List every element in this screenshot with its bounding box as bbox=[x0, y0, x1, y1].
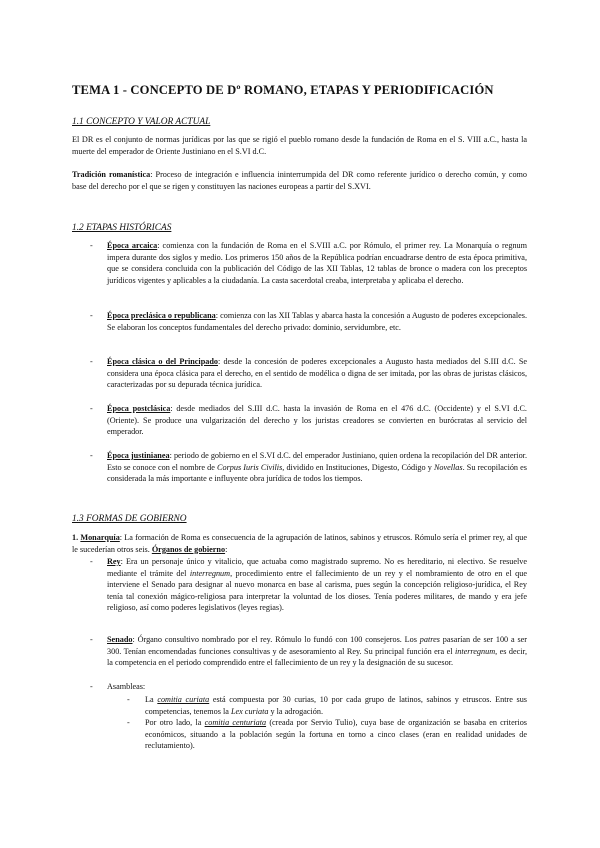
comitia-centuriata-text-b: (creada por Servio Tulio), cuya base de organización se basaba en criterios económicos, situando a la población según la fortuna en torno a cinco clases (eran en realidad unidades de reclutamiento). bbox=[145, 718, 527, 751]
paragraph-definicion: El DR es el conjunto de normas jurídicas por las que se rigió el pueblo romano desde la fundación de Roma en el S. VIII a.C., hasta la muerte del emperador de Oriente Justiniano en el S.VI d.C. bbox=[72, 135, 527, 156]
term-epoca-postclasica: Época postclásica bbox=[107, 404, 171, 413]
bullet-dash: - bbox=[90, 311, 93, 320]
tradicion-text: : Proceso de integración e influencia ininterrumpida del DR como referente jurídico o derecho común, y como base del derecho por el que se rigen y constituyen las naciones europeas a partir del S.XVI. bbox=[72, 170, 527, 191]
term-epoca-preclasica: Época preclásica o republicana bbox=[107, 311, 216, 320]
list-item bbox=[90, 634, 527, 669]
monarquia-intro: : La formación de Roma es consecuencia de la agrupación de latinos, sabinos y etruscos. Rómulo sería el primer rey, al que le sucederían otros seis. bbox=[72, 533, 527, 554]
section-heading-formas-gobierno: 1.3 FORMAS DE GOBIERNO bbox=[72, 514, 187, 524]
justinianea-text-a: : periodo de gobierno en el S.VI d.C. del emperador Justiniano, quien ordena la recopilación del DR anterior. Esto se conoce con el nombre de bbox=[107, 451, 527, 472]
comitia-centuriata-text-a: Por otro lado, la bbox=[145, 718, 205, 727]
patres: patres bbox=[419, 635, 440, 644]
term-monarquia: Monarquía bbox=[80, 533, 120, 542]
interregnum: interregnum bbox=[189, 568, 231, 578]
bullet-dash: - bbox=[127, 718, 130, 727]
bullet-dash: - bbox=[90, 241, 93, 250]
term-epoca-arcaica: Época arcaica bbox=[107, 241, 158, 250]
section-heading-concepto: 1.1 CONCEPTO Y VALOR ACTUAL bbox=[72, 117, 211, 127]
comitia-curiata-text-b: está compuesta por 30 curias, 10 por cada grupo de latinos, sabinos y etruscos. Entre sus competencias, tenemos la bbox=[145, 695, 527, 716]
epoca-postclasica-text: : desde mediados del S.III d.C. hasta la invasión de Roma en el 476 d.C. (Occidente) y el S.VI d.C. (Oriente). Se produce una vulgarización del derecho y los juristas creadores se convierten en burócratas al servicio del emperador. bbox=[107, 404, 527, 437]
sub-list-item bbox=[127, 717, 527, 752]
interregnum: interregnum bbox=[454, 646, 496, 656]
epoca-clasica-text: : desde la concesión de poderes excepcionales a Augusto hasta mediados del S.III d.C. Se considera una época clásica para el derecho, en el sentido de modélica o digna de ser imitada, por las obras de juristas clásicos, caracterizadas por su depurada técnica jurídica. bbox=[107, 357, 528, 390]
corpus-iuris-civilis: Corpus Iuris Civilis bbox=[217, 462, 283, 472]
term-epoca-clasica: Época clásica o del Principado bbox=[107, 357, 218, 366]
list-item bbox=[90, 240, 527, 286]
term-rey: Rey bbox=[107, 557, 121, 566]
organos-colon: : bbox=[225, 544, 228, 554]
rey-text-b: , procedimiento entre el fallecimiento de un rey y el nombramiento de otro en el que interviene el Senado para designar al nuevo monarca en base al carisma, pues según la concepción religioso-jurídica, el Rey tenía tal conexión mágico-religiosa para interpretar la voluntad de los dioses. Tenía poderes militares, de mando y era jefe religioso, así como poderes legislativos (leyes regias). bbox=[107, 568, 527, 613]
item-number: 1. bbox=[72, 533, 81, 542]
page-title: TEMA 1 - CONCEPTO DE Dº ROMANO, ETAPAS Y PERIODIFICACIÓN bbox=[72, 83, 494, 97]
list-item bbox=[90, 403, 527, 438]
list-item bbox=[90, 450, 527, 485]
bullet-dash: - bbox=[90, 404, 93, 413]
bullet-dash: - bbox=[90, 635, 93, 644]
bullet-dash: - bbox=[90, 682, 93, 691]
epoca-arcaica-text: : comienza con la fundación de Roma en el S.VIII a.C. por Rómulo, el primer rey. La Monarquía o regnum impera durante dos siglos y medio. Los primeros 150 años de la República podrían encuadrarse dentro de esta época primitiva, que se considera concluida con la publicación del Código de las XII Tablas, 12 tablas de bronce o madera con los preceptos jurídicos vigentes y aplicables a la ciudadanía. La casta sacerdotal creaba, interpretaba y aplicaba el derecho. bbox=[107, 241, 528, 285]
bullet-dash: - bbox=[127, 695, 130, 704]
comitia-curiata: comitia curiata bbox=[157, 695, 210, 704]
senado-text-b: pasarían de ser 100 a ser 300. Tenían encomendadas funciones consultivas y de asesoramiento al Rey. Su principal función era el bbox=[107, 635, 527, 656]
paragraph-tradicion bbox=[72, 169, 527, 192]
term-epoca-justinianea: Época justinianea bbox=[107, 451, 170, 460]
comitia-centuriata: comitia centuriata bbox=[204, 718, 267, 727]
asambleas-label: Asambleas: bbox=[107, 682, 146, 691]
epoca-preclasica-text: : comienza con las XII Tablas y abarca hasta la concesión a Augusto de poderes excepcionales. Se elaboran los conceptos fundamentales del derecho privado: dominio, servidumbre, etc. bbox=[107, 311, 528, 332]
list-item bbox=[90, 356, 527, 391]
bullet-dash: - bbox=[90, 357, 93, 366]
comitia-curiata-text-c: y la adrogación. bbox=[268, 706, 324, 716]
novellas: Novellas bbox=[433, 462, 463, 472]
justinianea-text-c: . Su recopilación es considerada la más importante e influyente obra jurídica de todos los tiempos. bbox=[107, 462, 527, 484]
list-item bbox=[90, 681, 527, 693]
list-item bbox=[90, 310, 527, 333]
senado-text-c: , es decir, la competencia en el periodo comprendido entre el fallecimiento de un rey y la designación de su sucesor. bbox=[107, 646, 527, 668]
list-item bbox=[90, 556, 527, 614]
lex-curiata: Lex curiata bbox=[230, 706, 269, 716]
bullet-dash: - bbox=[90, 557, 93, 566]
justinianea-text-b: , dividido en Instituciones, Digesto, Código y bbox=[282, 462, 434, 472]
term-senado: Senado bbox=[107, 635, 133, 644]
rey-text-a: : Era un personaje único y vitalicio, que actuaba como magistrado supremo. No es hereditario, ni electivo. Se resuelve mediante el trámite del bbox=[107, 557, 527, 578]
comitia-curiata-text-a: La bbox=[145, 695, 158, 704]
term-tradicion: Tradición romanística bbox=[72, 170, 151, 179]
term-organos-gobierno: Órganos de gobierno bbox=[151, 544, 226, 554]
section-heading-etapas: 1.2 ETAPAS HISTÓRICAS bbox=[72, 223, 172, 233]
sub-list-item bbox=[127, 694, 527, 717]
senado-text-a: : Órgano consultivo nombrado por el rey. Rómulo lo fundó con 100 consejeros. Los bbox=[132, 635, 420, 644]
bullet-dash: - bbox=[90, 451, 93, 460]
paragraph-monarquia bbox=[72, 532, 527, 555]
